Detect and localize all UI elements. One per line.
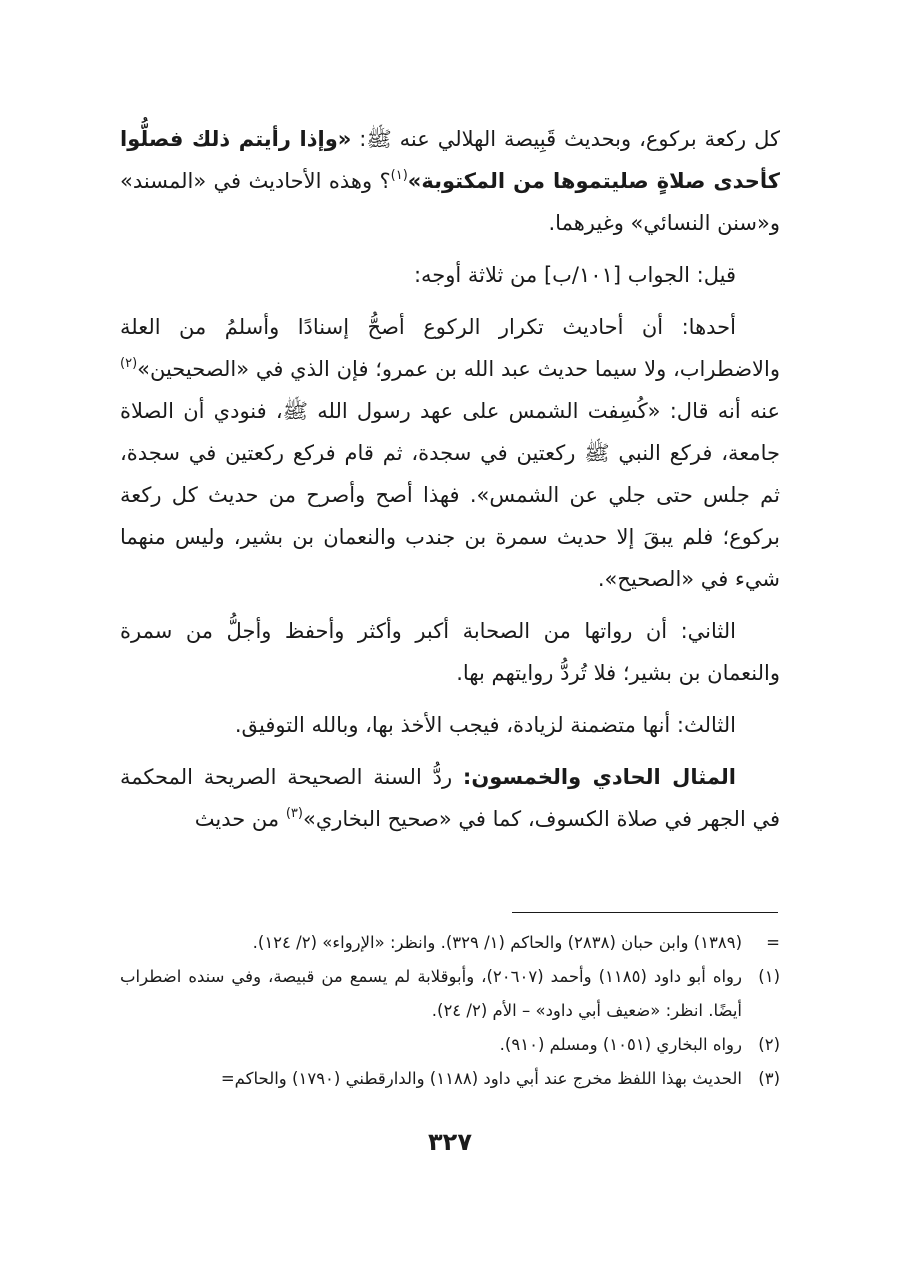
footnote-1 <box>120 960 780 1028</box>
main-text <box>120 118 780 850</box>
page-number: ٣٢٧ <box>428 1128 472 1156</box>
footnote-marker: (٣) <box>758 1069 780 1088</box>
footnote-text: الحديث بهذا اللفظ مخرج عند أبي داود (١١٨٨) والدارقطني (١٧٩٠) والحاكم= <box>220 1069 742 1088</box>
footnote-text: رواه أبو داود (١١٨٥) وأحمد (٢٠٦٠٧)، وأبوقلابة لم يسمع من قبيصة، وفي سنده اضطراب أيضًا. انظر: «ضعيف أبي داود» – الأم (٢/ ٢٤). <box>120 967 742 1020</box>
text-run: ؟ وهذه الأحاديث في «المسند» و«سنن النسائي» وغيرهما. <box>120 169 780 235</box>
text-run: أحدها: أن أحاديث تكرار الركوع أصحُّ إسنادًا وأسلمُ من العلة والاضطراب، ولا سيما حديث عبد الله بن عمرو؛ فإن الذي في «الصحيحين» <box>120 315 780 381</box>
footnote-ref-3: (٣) <box>285 806 303 821</box>
text-run: كل ركعة بركوع، وبحديث قَبِيصة الهلالي عنه ﷺ: <box>351 127 780 151</box>
footnote-3 <box>120 1062 780 1096</box>
text-run: من حديث <box>194 807 286 831</box>
footnote-ref-1: (١) <box>390 168 408 183</box>
text-run: عنه أنه قال: «كُسِفت الشمس على عهد رسول الله ﷺ، فنودي أن الصلاة جامعة، فركع النبي ﷺ ركعتين في سجدة، ثم قام فركع ركعتين في سجدة، ثم جلس حتى جلي عن الشمس». فهذا أصح وأصرح من حديث كل ركعة بركوع؛ فلم يبقَ إلا حديث سمرة بن جندب والنعمان بن بشير، وليس منهما شيء في «الصحيح». <box>120 399 780 591</box>
paragraph-5: الثالث: أنها متضمنة لزيادة، فيجب الأخذ بها، وبالله التوفيق. <box>234 713 736 737</box>
footnote-2 <box>120 1028 780 1062</box>
footnotes <box>120 926 780 1096</box>
footnote-continuation <box>120 926 780 960</box>
footnote-marker: (٢) <box>758 1035 780 1054</box>
section-heading: المثال الحادي والخمسون: <box>462 765 737 789</box>
footnote-text: (١٣٨٩) وابن حبان (٢٨٣٨) والحاكم (١/ ٣٢٩). وانظر: «الإرواء» (٢/ ١٢٤). <box>252 933 742 952</box>
footnote-divider <box>512 912 778 913</box>
paragraph-6 <box>120 756 780 840</box>
footnote-ref-2: (٢) <box>120 356 138 371</box>
footnote-marker: (١) <box>758 967 780 986</box>
paragraph-4: الثاني: أن رواتها من الصحابة أكبر وأكثر وأحفظ وأجلُّ من سمرة والنعمان بن بشير؛ فلا تُردُّ روايتهم بها. <box>120 619 780 685</box>
footnote-text: رواه البخاري (١٠٥١) ومسلم (٩١٠). <box>499 1035 742 1054</box>
paragraph-2: قيل: الجواب [١٠١/ب] من ثلاثة أوجه: <box>413 263 736 287</box>
paragraph-3 <box>120 306 780 600</box>
footnote-marker: = <box>766 933 780 952</box>
paragraph-1 <box>120 118 780 244</box>
text-run: ردُّ السنة الصحيحة الصريحة المحكمة في الجهر في صلاة الكسوف، كما في «صحيح البخاري» <box>120 765 780 831</box>
hadith-quote: «وإذا رأيتم ذلك فصلُّوا كأحدى صلاةٍ صليتموها من المكتوبة» <box>120 127 780 193</box>
